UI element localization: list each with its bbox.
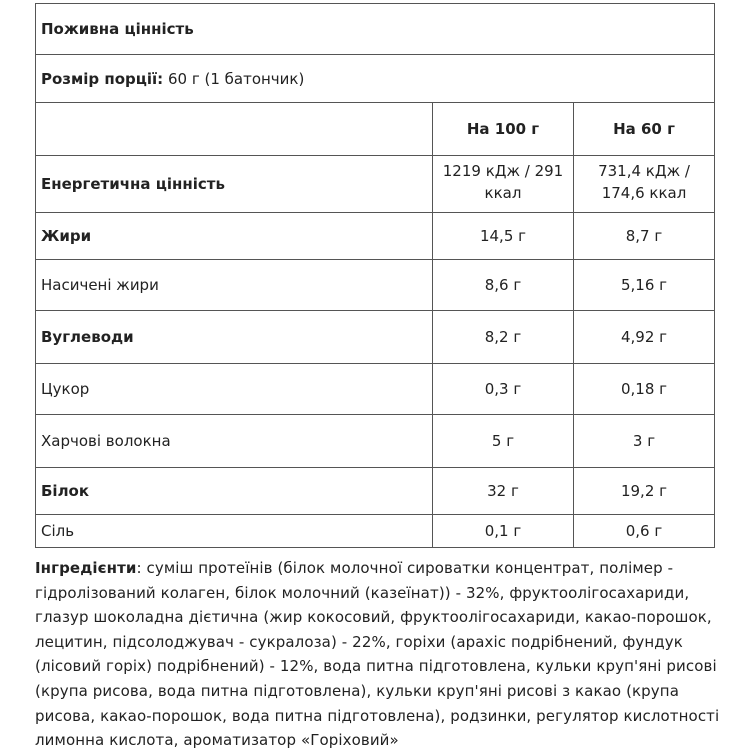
header-per100: На 100 г: [433, 103, 574, 156]
row-per60: 0,18 г: [574, 364, 715, 415]
row-name: Сіль: [36, 515, 433, 548]
row-per60: 0,6 г: [574, 515, 715, 548]
ingredients-label: Інгредієнти: [35, 559, 137, 577]
table-row-energy: [36, 156, 715, 213]
portion-size: [36, 55, 715, 103]
ingredients-line: лимонна кислота, ароматизатор «Горіховий»: [35, 731, 399, 750]
table-title: Поживна цінність: [36, 4, 715, 55]
ingredients-line: (лісовий горіх) подрібнений) - 12%, вода питна підготовлена, кульки круп'яні рисові: [35, 657, 717, 676]
table-row: [36, 213, 715, 260]
table-row: [36, 364, 715, 415]
row-name: Харчові волокна: [36, 415, 433, 468]
row-per100: 32 г: [433, 468, 574, 515]
row-per100: 5 г: [433, 415, 574, 468]
energy-per100-line2: ккал: [484, 184, 522, 202]
ingredients-line: гідролізований колаген, білок молочний (казеїнат)) - 32%, фруктоолігосахариди,: [35, 583, 690, 602]
table-title-row: [36, 4, 715, 55]
energy-per60-line1: 731,4 кДж /: [598, 162, 690, 180]
portion-value: 60 г (1 батончик): [167, 69, 305, 88]
table-row: [36, 311, 715, 364]
ingredients-line: рисова, какао-порошок, вода питна підготовлена), родзинки, регулятор кислотності: [35, 706, 720, 725]
portion-label: Розмір порції:: [41, 69, 164, 88]
row-per100: 0,3 г: [433, 364, 574, 415]
column-header-row: [36, 103, 715, 156]
row-name: Вуглеводи: [36, 311, 433, 364]
table-row: [36, 468, 715, 515]
row-name: Насичені жири: [36, 260, 433, 311]
portion-row: [36, 55, 715, 103]
nutrition-table: [35, 3, 715, 548]
ingredients-line: глазур шоколадна дієтична (жир кокосовий, фруктоолігосахариди, какао-порошок,: [35, 608, 712, 627]
table-row: [36, 515, 715, 548]
energy-per100-line1: 1219 кДж / 291: [442, 162, 564, 180]
header-empty-cell: [36, 103, 433, 156]
energy-per60-line2: 174,6 ккал: [601, 184, 687, 202]
row-name: Білок: [36, 468, 433, 515]
ingredients-line: (крупа рисова, вода питна підготовлена), кульки круп'яні рисові з какао (крупа: [35, 681, 679, 700]
row-per60: 4,92 г: [574, 311, 715, 364]
row-name: Енергетична цінність: [36, 156, 433, 213]
energy-per100: [433, 156, 574, 213]
ingredients-text: [35, 556, 725, 753]
energy-per60: [574, 156, 715, 213]
row-per100: 8,2 г: [433, 311, 574, 364]
row-per100: 8,6 г: [433, 260, 574, 311]
table-row: [36, 415, 715, 468]
row-name: Цукор: [36, 364, 433, 415]
row-per100: 14,5 г: [433, 213, 574, 260]
row-name: Жири: [36, 213, 433, 260]
header-per60: На 60 г: [574, 103, 715, 156]
row-per60: 5,16 г: [574, 260, 715, 311]
row-per60: 19,2 г: [574, 468, 715, 515]
row-per60: 8,7 г: [574, 213, 715, 260]
ingredients-line: : суміш протеїнів (білок молочної сироватки концентрат, полімер -: [136, 559, 674, 577]
ingredients-line: лецитин, підсолоджувач - сукралоза) - 22%, горіхи (арахіс подрібнений, фундук: [35, 632, 683, 651]
table-row: [36, 260, 715, 311]
row-per100: 0,1 г: [433, 515, 574, 548]
row-per60: 3 г: [574, 415, 715, 468]
